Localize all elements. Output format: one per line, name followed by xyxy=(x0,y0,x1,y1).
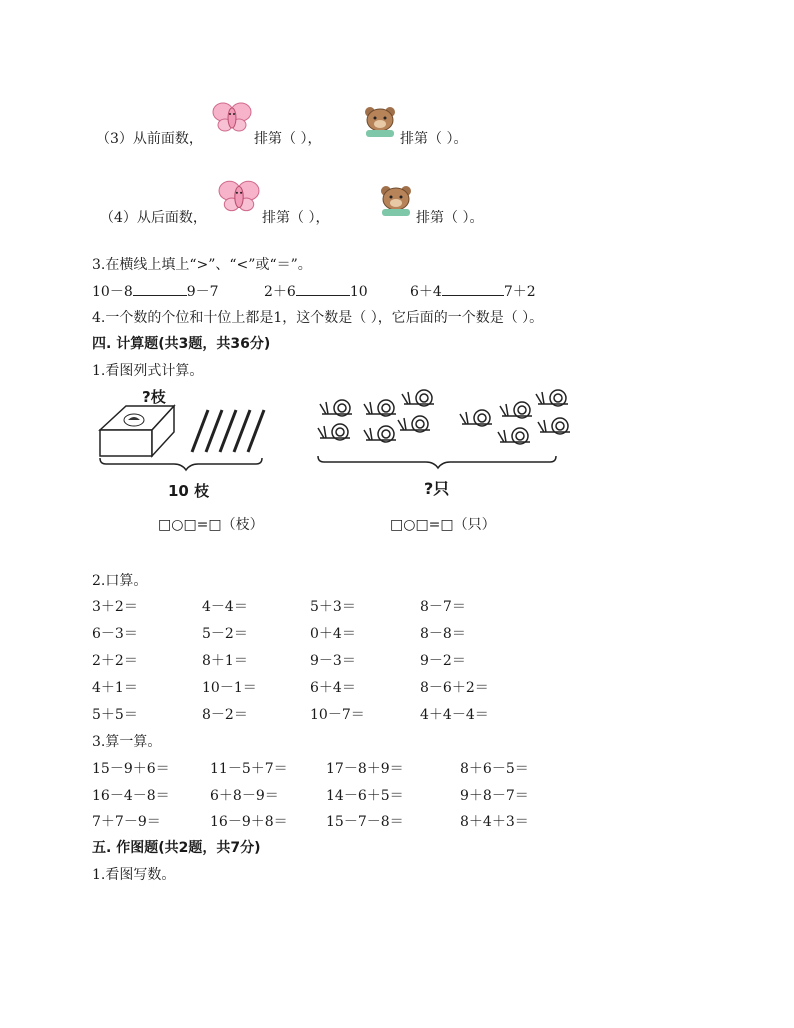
oral-item: 8＋1＝ xyxy=(202,653,248,669)
q4-row xyxy=(100,207,207,227)
oral-item: 5－2＝ xyxy=(202,626,248,642)
section-4-q3: 3.算一算。 xyxy=(92,734,162,750)
bear-icon xyxy=(378,183,414,217)
q4-prefix: （4）从后面数， xyxy=(100,210,207,226)
oral-item: 5＋3＝ xyxy=(310,599,356,615)
calc-item: 8＋4＋3＝ xyxy=(460,814,529,830)
q4-rank-b: 排第（ ）。 xyxy=(416,210,484,226)
answer-blank[interactable] xyxy=(133,283,187,296)
section-4-title: 四. 计算题(共3题，共36分) xyxy=(92,336,271,352)
oral-item: 8－8＝ xyxy=(420,626,466,642)
pic-left-total: 10 枝 xyxy=(168,482,210,500)
section-5-q1: 1.看图写数。 xyxy=(92,867,176,883)
calc-item: 17－8＋9＝ xyxy=(326,761,404,777)
oral-item: 6＋4＝ xyxy=(310,680,356,696)
oral-item: 4＋4－4＝ xyxy=(420,707,489,723)
butterfly-icon xyxy=(212,100,252,136)
oral-item: 10－7＝ xyxy=(310,707,365,723)
calc-item: 16－4－8＝ xyxy=(92,788,170,804)
oral-item: 0＋4＝ xyxy=(310,626,356,642)
calc-item: 9＋8－7＝ xyxy=(460,788,529,804)
compare-row: 2＋6 10 xyxy=(264,284,368,300)
pic-left-question: ?枝 xyxy=(142,388,166,406)
oral-item: 3＋2＝ xyxy=(92,599,138,615)
oral-item: 10－1＝ xyxy=(202,680,257,696)
answer-blank[interactable] xyxy=(296,283,350,296)
section-4-q2: 2.口算。 xyxy=(92,573,148,589)
section-4-q1: 1.看图列式计算。 xyxy=(92,363,204,379)
section-5-title: 五. 作图题(共2题，共7分) xyxy=(92,840,261,856)
oral-item: 5＋5＝ xyxy=(92,707,138,723)
calc-item: 15－9＋6＝ xyxy=(92,761,170,777)
pic-right-question: ?只 xyxy=(424,479,450,498)
oral-item: 2＋2＝ xyxy=(92,653,138,669)
formula-right: □○□=□（只） xyxy=(390,517,496,533)
calc-item: 11－5＋7＝ xyxy=(210,761,288,777)
oral-item: 9－3＝ xyxy=(310,653,356,669)
digit-question: 4.一个数的个位和十位上都是1，这个数是（ ），它后面的一个数是（ ）。 xyxy=(92,310,544,326)
snails-picture xyxy=(312,388,574,470)
oral-item: 8－7＝ xyxy=(420,599,466,615)
calc-item: 15－7－8＝ xyxy=(326,814,404,830)
calc-item: 14－6＋5＝ xyxy=(326,788,404,804)
pencil-box-picture xyxy=(96,400,268,472)
q3-rank-a: 排第（ ）， xyxy=(254,131,322,147)
calc-item: 7＋7－9＝ xyxy=(92,814,161,830)
calc-item: 6＋8－9＝ xyxy=(210,788,279,804)
calc-item: 8＋6－5＝ xyxy=(460,761,529,777)
oral-item: 4－4＝ xyxy=(202,599,248,615)
q3-prefix: （3）从前面数， xyxy=(96,131,203,147)
compare-row: 10－8 9－7 xyxy=(92,284,219,300)
compare-title: 3.在横线上填上“>”、“<”或“＝”。 xyxy=(92,257,312,273)
oral-item: 6－3＝ xyxy=(92,626,138,642)
calc-item: 16－9＋8＝ xyxy=(210,814,288,830)
butterfly-icon xyxy=(218,178,260,216)
answer-blank[interactable] xyxy=(442,283,504,296)
oral-item: 8－6＋2＝ xyxy=(420,680,489,696)
oral-item: 4＋1＝ xyxy=(92,680,138,696)
q3-rank-b: 排第（ ）。 xyxy=(400,131,468,147)
q3-row xyxy=(96,128,203,148)
oral-item: 9－2＝ xyxy=(420,653,466,669)
q4-rank-a: 排第（ ）， xyxy=(262,210,330,226)
formula-left: □○□=□（枝） xyxy=(158,517,264,533)
oral-item: 8－2＝ xyxy=(202,707,248,723)
bear-icon xyxy=(362,104,398,138)
compare-row: 6＋4 7＋2 xyxy=(410,284,536,300)
